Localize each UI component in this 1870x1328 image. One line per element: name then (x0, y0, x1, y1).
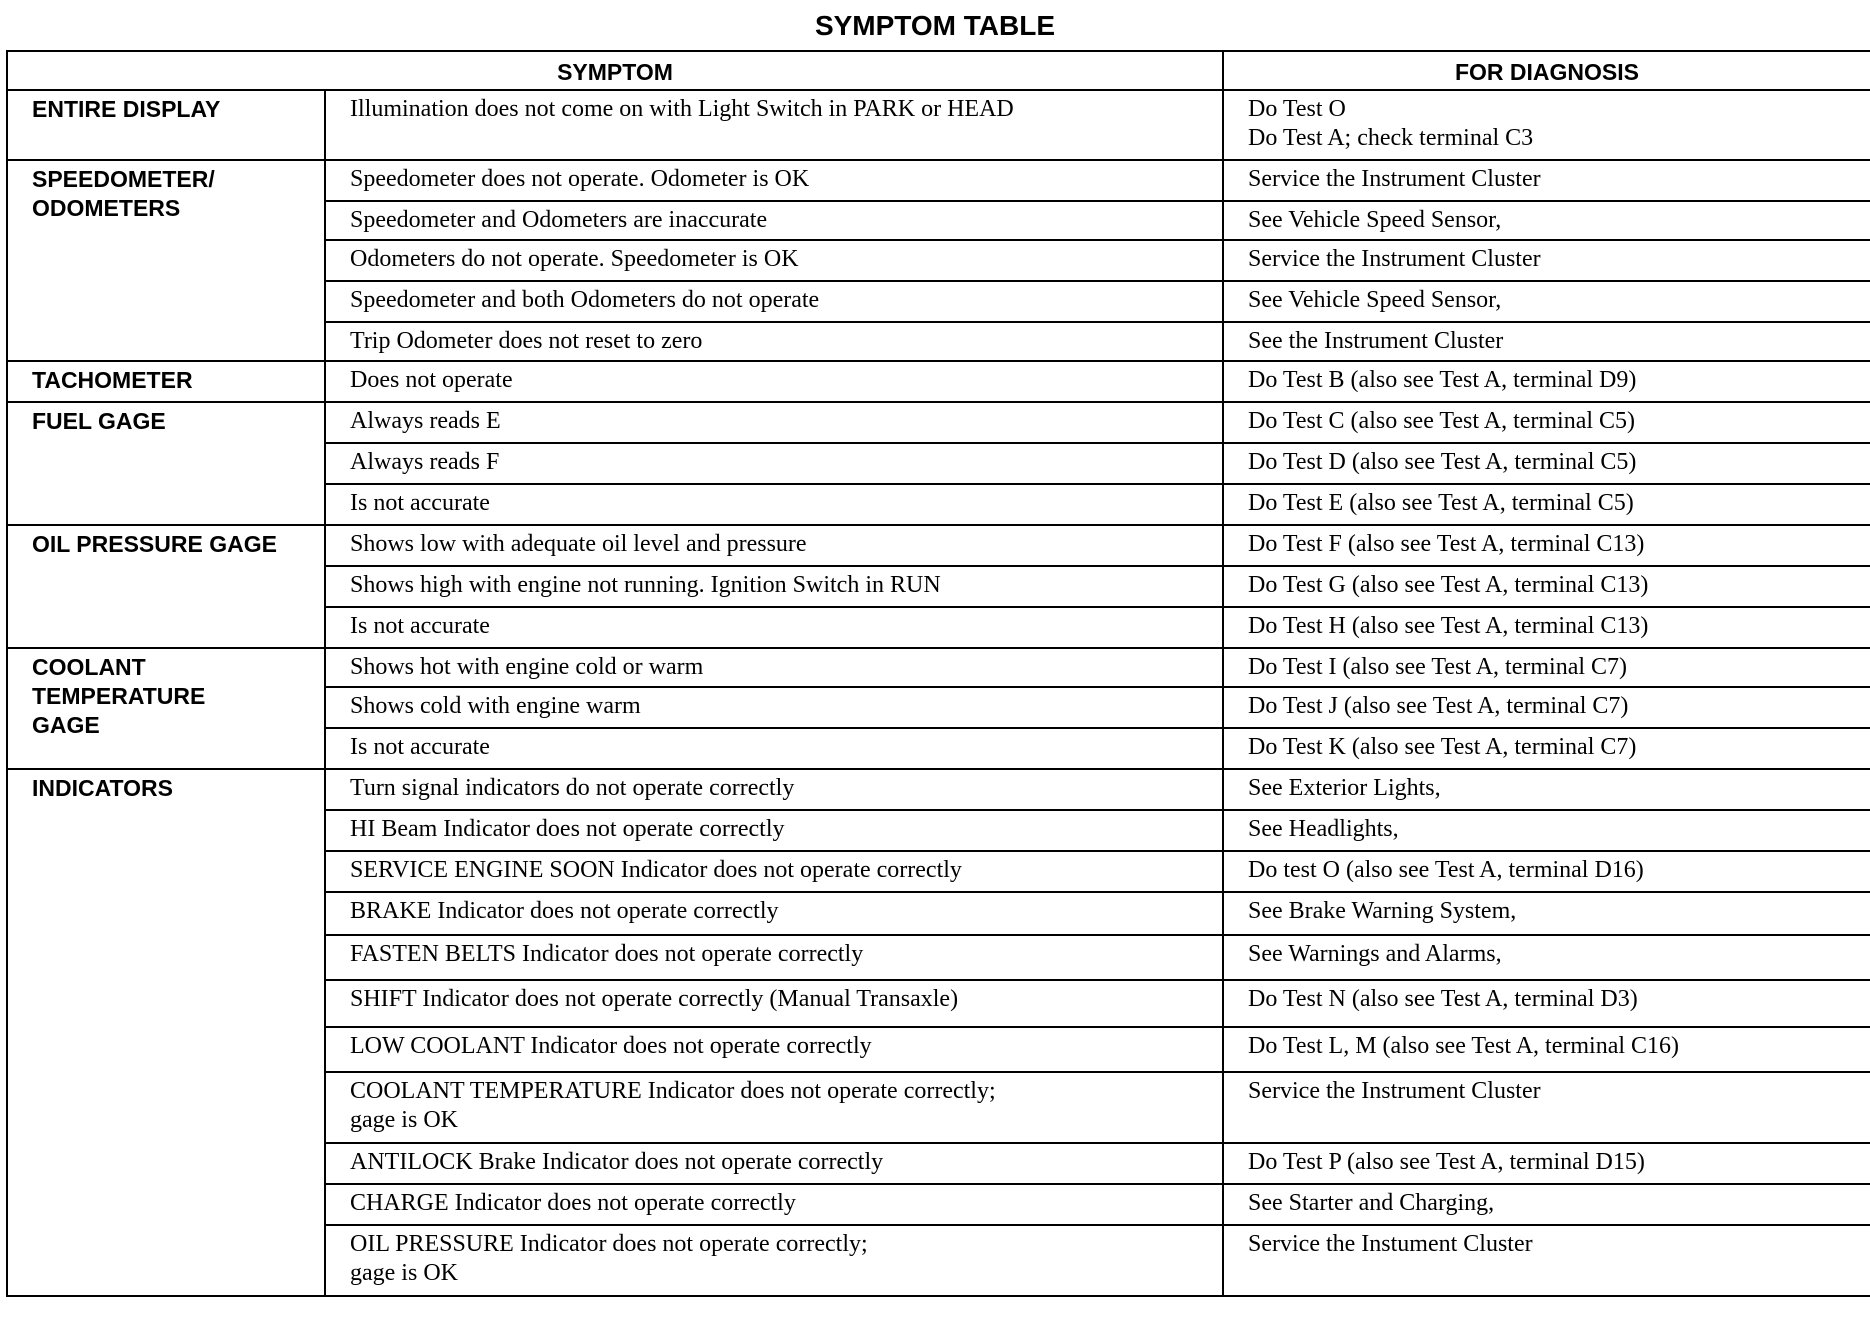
symptom-cell (325, 892, 1223, 935)
symptom-text: FASTEN BELTS Indicator does not operate correctly (350, 941, 864, 967)
diagnosis-cell (1223, 322, 1870, 361)
symptom-text: HI Beam Indicator does not operate correctly (350, 816, 785, 842)
category-cell (7, 769, 325, 1296)
diagnosis-cell (1223, 607, 1870, 648)
symptom-cell (325, 281, 1223, 322)
symptom-cell (325, 687, 1223, 728)
diagnosis-cell (1223, 1184, 1870, 1225)
diagnosis-cell (1223, 525, 1870, 566)
category-label: TEMPERATURE (32, 683, 206, 709)
symptom-cell (325, 810, 1223, 851)
diagnosis-cell (1223, 1072, 1870, 1143)
category-label: OIL PRESSURE GAGE (32, 531, 277, 557)
diagnosis-cell (1223, 980, 1870, 1027)
diagnosis-text: Do Test P (also see Test A, terminal D15) (1248, 1149, 1645, 1175)
diagnosis-text: See Warnings and Alarms, (1248, 941, 1502, 967)
symptom-cell (325, 769, 1223, 810)
table-row (7, 361, 1870, 402)
category-cell (7, 648, 325, 769)
symptom-text: Does not operate (350, 367, 513, 393)
category-label: SPEEDOMETER/ (32, 166, 215, 192)
diagnosis-cell (1223, 1225, 1870, 1296)
diagnosis-text: See Brake Warning System, (1248, 898, 1517, 924)
diagnosis-cell (1223, 810, 1870, 851)
symptom-text: Is not accurate (350, 490, 490, 516)
symptom-text: Shows high with engine not running. Ignition Switch in RUN (350, 572, 941, 598)
diagnosis-text: Service the Instument Cluster (1248, 1231, 1533, 1257)
symptom-text: Trip Odometer does not reset to zero (350, 328, 703, 354)
diagnosis-cell (1223, 201, 1870, 240)
symptom-cell (325, 240, 1223, 281)
symptom-text: BRAKE Indicator does not operate correctly (350, 898, 779, 924)
diagnosis-cell (1223, 240, 1870, 281)
diagnosis-cell (1223, 281, 1870, 322)
symptom-text: ANTILOCK Brake Indicator does not operate correctly (350, 1149, 884, 1175)
category-label: INDICATORS (32, 775, 173, 801)
diagnosis-text: Service the Instrument Cluster (1248, 166, 1541, 192)
symptom-text: Illumination does not come on with Light Switch in PARK or HEAD (350, 96, 1014, 122)
symptom-text: Shows low with adequate oil level and pressure (350, 531, 807, 557)
symptom-text: Speedometer and both Odometers do not operate (350, 287, 820, 313)
diagnosis-cell (1223, 566, 1870, 607)
symptom-cell (325, 402, 1223, 443)
symptom-text: Always reads E (350, 408, 501, 434)
diagnosis-text: See Exterior Lights, (1248, 775, 1441, 801)
symptom-cell (325, 607, 1223, 648)
diagnosis-text: Do Test H (also see Test A, terminal C13) (1248, 613, 1649, 639)
diagnosis-cell (1223, 728, 1870, 769)
diagnosis-text: See Headlights, (1248, 816, 1399, 842)
diagnosis-text: See Starter and Charging, (1248, 1190, 1495, 1216)
symptom-text: SERVICE ENGINE SOON Indicator does not operate correctly (350, 857, 962, 883)
diagnosis-text: Do test O (also see Test A, terminal D16) (1248, 857, 1644, 883)
symptom-cell (325, 1027, 1223, 1072)
category-label: ODOMETERS (32, 195, 181, 221)
diagnosis-cell (1223, 484, 1870, 525)
diagnosis-text: Do Test C (also see Test A, terminal C5) (1248, 408, 1636, 434)
category-label: GAGE (32, 712, 100, 738)
diagnosis-cell (1223, 935, 1870, 980)
symptom-text: gage is OK (350, 1260, 458, 1286)
symptom-cell (325, 1225, 1223, 1296)
symptom-text: Speedometer does not operate. Odometer is OK (350, 166, 810, 192)
diagnosis-text: Do Test B (also see Test A, terminal D9) (1248, 367, 1637, 393)
category-label: TACHOMETER (32, 367, 193, 393)
category-label: COOLANT (32, 654, 146, 680)
diagnosis-text: Do Test O (1248, 96, 1346, 122)
diagnosis-cell (1223, 769, 1870, 810)
symptom-text: OIL PRESSURE Indicator does not operate correctly; (350, 1231, 868, 1257)
symptom-header: SYMPTOM (7, 51, 1223, 90)
symptom-cell (325, 1072, 1223, 1143)
category-cell (7, 402, 325, 525)
symptom-text: Is not accurate (350, 734, 490, 760)
diagnosis-cell (1223, 1143, 1870, 1184)
symptom-cell (325, 980, 1223, 1027)
diagnosis-text: Do Test A; check terminal C3 (1248, 125, 1534, 151)
symptom-text: LOW COOLANT Indicator does not operate correctly (350, 1033, 872, 1059)
symptom-cell (325, 160, 1223, 201)
category-label: ENTIRE DISPLAY (32, 96, 221, 122)
table-row (7, 160, 1870, 201)
diagnosis-text: Do Test D (also see Test A, terminal C5) (1248, 449, 1637, 475)
symptom-text: CHARGE Indicator does not operate correctly (350, 1190, 796, 1216)
category-cell (7, 525, 325, 648)
symptom-cell (325, 90, 1223, 160)
diagnosis-text: Do Test N (also see Test A, terminal D3) (1248, 986, 1638, 1012)
diagnosis-cell (1223, 443, 1870, 484)
symptom-cell (325, 728, 1223, 769)
symptom-cell (325, 851, 1223, 892)
diagnosis-text: Do Test F (also see Test A, terminal C13) (1248, 531, 1645, 557)
symptom-text: Shows hot with engine cold or warm (350, 654, 704, 680)
symptom-cell (325, 566, 1223, 607)
category-cell (7, 361, 325, 402)
category-cell (7, 90, 325, 160)
symptom-cell (325, 201, 1223, 240)
symptom-cell (325, 443, 1223, 484)
category-cell (7, 160, 325, 361)
diagnosis-cell (1223, 687, 1870, 728)
diagnosis-cell (1223, 1027, 1870, 1072)
diagnosis-cell (1223, 90, 1870, 160)
symptom-cell (325, 484, 1223, 525)
symptom-cell (325, 1184, 1223, 1225)
symptom-text: Always reads F (350, 449, 500, 475)
page-title: SYMPTOM TABLE (814, 10, 1056, 41)
diagnosis-text: See Vehicle Speed Sensor, (1248, 207, 1502, 233)
diagnosis-text: Service the Instrument Cluster (1248, 246, 1541, 272)
symptom-cell (325, 322, 1223, 361)
symptom-text: Shows cold with engine warm (350, 693, 641, 719)
symptom-text: Turn signal indicators do not operate correctly (350, 775, 795, 801)
diagnosis-cell (1223, 851, 1870, 892)
symptom-text: COOLANT TEMPERATURE Indicator does not operate correctly; (350, 1078, 996, 1104)
diagnosis-cell (1223, 361, 1870, 402)
diagnosis-text: Do Test I (also see Test A, terminal C7) (1248, 654, 1628, 680)
symptom-text: SHIFT Indicator does not operate correctly (Manual Transaxle) (350, 986, 959, 1012)
symptom-table (6, 50, 1870, 1297)
diagnosis-text: Do Test J (also see Test A, terminal C7) (1248, 693, 1629, 719)
diagnosis-cell (1223, 160, 1870, 201)
symptom-text: Is not accurate (350, 613, 490, 639)
diagnosis-cell (1223, 892, 1870, 935)
table-row (7, 525, 1870, 566)
diagnosis-text: See the Instrument Cluster (1248, 328, 1504, 354)
symptom-text: gage is OK (350, 1107, 458, 1133)
category-label: FUEL GAGE (32, 408, 166, 434)
symptom-cell (325, 648, 1223, 687)
table-row (7, 769, 1870, 810)
symptom-text: Speedometer and Odometers are inaccurate (350, 207, 768, 233)
symptom-cell (325, 935, 1223, 980)
table-body (7, 90, 1870, 1296)
symptom-cell (325, 525, 1223, 566)
diagnosis-cell (1223, 648, 1870, 687)
table-row (7, 402, 1870, 443)
symptom-cell (325, 1143, 1223, 1184)
diagnosis-text: See Vehicle Speed Sensor, (1248, 287, 1502, 313)
symptom-text: Odometers do not operate. Speedometer is OK (350, 246, 799, 272)
table-row (7, 90, 1870, 160)
diagnosis-text: Do Test G (also see Test A, terminal C13) (1248, 572, 1649, 598)
diagnosis-cell (1223, 402, 1870, 443)
header-row (7, 51, 1870, 90)
symptom-cell (325, 361, 1223, 402)
diagnosis-text: Do Test E (also see Test A, terminal C5) (1248, 490, 1634, 516)
diagnosis-text: Service the Instrument Cluster (1248, 1078, 1541, 1104)
table-row (7, 648, 1870, 687)
diagnosis-header: FOR DIAGNOSIS (1223, 51, 1870, 90)
diagnosis-text: Do Test L, M (also see Test A, terminal C16) (1248, 1033, 1680, 1059)
diagnosis-text: Do Test K (also see Test A, terminal C7) (1248, 734, 1637, 760)
